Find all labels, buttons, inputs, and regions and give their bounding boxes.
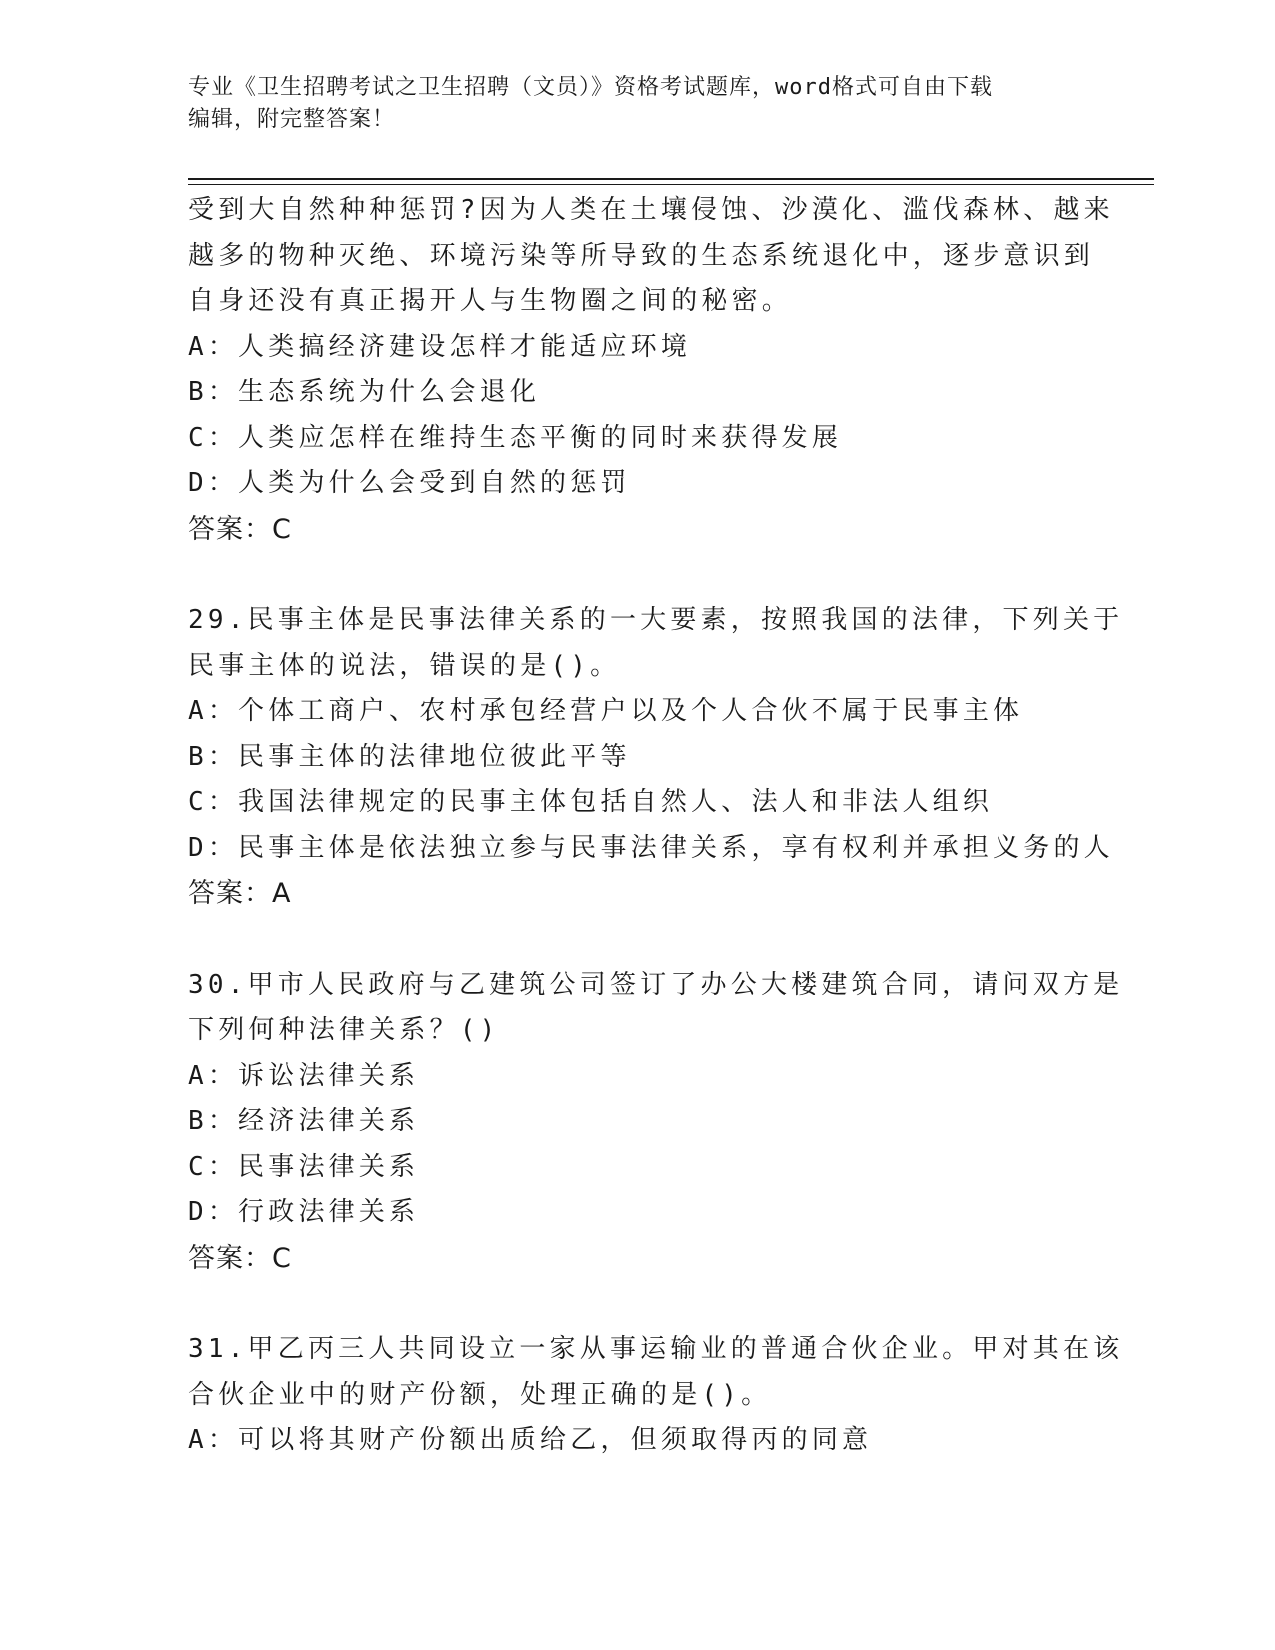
question-text-line: 合伙企业中的财产份额，处理正确的是()。 <box>188 1379 772 1410</box>
answer-line: 答案：C <box>188 1242 292 1274</box>
question-text-line: 民事主体的说法，错误的是()。 <box>188 650 621 681</box>
option-a: A：诉讼法律关系 <box>188 1060 420 1091</box>
question-text-line: 越多的物种灭绝、环境污染等所导致的生态系统退化中，逐步意识到 <box>188 240 1095 271</box>
header-rule-thick <box>188 178 1154 180</box>
option-a: A：人类搞经济建设怎样才能适应环境 <box>188 331 692 362</box>
question-continuation <box>188 188 1114 552</box>
header-line-1: 专业《卫生招聘考试之卫生招聘（文员）》资格考试题库，word格式可自由下载 <box>188 75 993 100</box>
option-b: B：经济法律关系 <box>188 1106 420 1136</box>
page-header <box>188 72 1088 136</box>
question-text-line: 30.甲市人民政府与乙建筑公司签订了办公大楼建筑合同，请问双方是 <box>188 969 1124 1000</box>
option-d: D：行政法律关系 <box>188 1197 420 1227</box>
question-text-line: 自身还没有真正揭开人与生物圈之间的秘密。 <box>188 286 793 316</box>
question-30 <box>188 963 1124 1282</box>
option-c: C：民事法律关系 <box>188 1151 420 1182</box>
spacer <box>188 917 1088 963</box>
spacer <box>188 1281 1088 1327</box>
option-c: C：我国法律规定的民事主体包括自然人、法人和非法人组织 <box>188 787 994 817</box>
option-d: D：民事主体是依法独立参与民事法律关系，享有权利并承担义务的人 <box>188 832 1114 863</box>
question-31 <box>188 1327 1124 1464</box>
option-a: A：可以将其财产份额出质给乙，但须取得丙的同意 <box>188 1425 873 1455</box>
question-text-line: 29.民事主体是民事法律关系的一大要素，按照我国的法律，下列关于 <box>188 605 1124 635</box>
question-29 <box>188 598 1124 917</box>
option-d: D：人类为什么会受到自然的惩罚 <box>188 468 631 498</box>
spacer <box>188 552 1088 598</box>
header-rule-thin <box>188 184 1154 185</box>
document-body <box>188 188 1124 1464</box>
option-c: C：人类应怎样在维持生态平衡的同时来获得发展 <box>188 422 843 453</box>
option-b: B：民事主体的法律地位彼此平等 <box>188 741 631 772</box>
option-a: A：个体工商户、农村承包经营户以及个人合伙不属于民事主体 <box>188 696 1024 726</box>
header-line-2: 编辑，附完整答案！ <box>188 107 396 132</box>
answer-line: 答案：A <box>188 878 292 909</box>
question-text-line: 受到大自然种种惩罚?因为人类在土壤侵蚀、沙漠化、滥伐森林、越来 <box>188 195 1114 225</box>
option-b: B：生态系统为什么会退化 <box>188 377 541 407</box>
answer-line: 答案：C <box>188 513 292 545</box>
question-text-line: 31.甲乙丙三人共同设立一家从事运输业的普通合伙企业。甲对其在该 <box>188 1334 1124 1364</box>
question-text-line: 下列何种法律关系？() <box>188 1015 500 1045</box>
